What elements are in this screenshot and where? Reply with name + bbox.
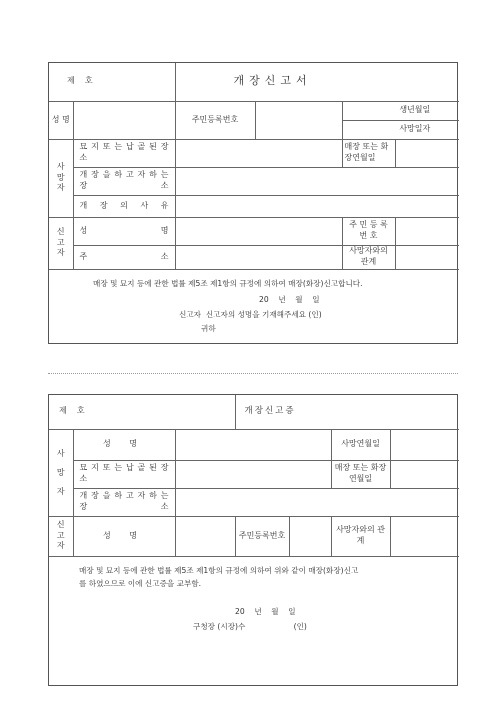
- form1-address-field[interactable]: [175, 245, 342, 269]
- form1-number-cell: [49, 63, 175, 101]
- form1-death-date-label: 사망일자: [342, 120, 459, 139]
- form1-grave-place-field[interactable]: [175, 139, 342, 167]
- form1-rrn-label: 주민등록번호: [175, 101, 255, 139]
- form2-number-cell: [49, 395, 235, 429]
- form2-burial-date-field[interactable]: [390, 460, 459, 488]
- form2-reporter-name-label: 성 명: [73, 516, 175, 556]
- form2-relation-label: 사망자와의 관계: [331, 516, 390, 556]
- form1-reporter-name-label: 성 명: [73, 217, 175, 245]
- form2-burial-date-label: 매장 또는 화장연월일: [331, 460, 390, 488]
- form1-grave-place-label: 묘 지 또 는 납 골 된 장 소: [73, 139, 175, 167]
- form2-name-field[interactable]: [175, 429, 331, 460]
- cut-line-divider: [48, 373, 458, 374]
- reburial-certificate-form: [48, 394, 458, 686]
- form2-reporter-name-field[interactable]: [175, 516, 235, 556]
- form1-reason-label: 개 장 의 사 유: [73, 195, 175, 217]
- form2-rrn-field[interactable]: [289, 516, 331, 556]
- form2-title-cell: [235, 395, 459, 429]
- form1-name-field[interactable]: [73, 101, 175, 139]
- form1-statement: 매장 및 묘지 등에 관한 법률 제5조 제1항의 규정에 의하여 매장(화장)신고합니다.: [93, 278, 363, 288]
- form2-relation-field[interactable]: [390, 516, 459, 556]
- form1-reporter-label: 신고자: [49, 217, 73, 269]
- form1-sign-line: 신고자 신고자의 성명을 기재해주세요 (인): [179, 310, 322, 319]
- reburial-report-form: [48, 62, 458, 344]
- form2-rrn-label: 주민등록번호: [235, 516, 289, 556]
- form1-reburial-place-field[interactable]: [175, 167, 459, 195]
- form1-reporter-rrn-label: 주 민 등 록 번 호: [342, 217, 395, 245]
- form1-name-label: 성 명: [49, 101, 73, 139]
- form1-reburial-place-label: 개 장 을 하 고 자 하 는 장 소: [73, 167, 175, 195]
- form2-reporter-label: 신고자: [49, 516, 73, 556]
- form1-reporter-name-field[interactable]: [175, 217, 342, 245]
- form2-reburial-place-field[interactable]: [175, 488, 459, 516]
- form2-statement-line-1: 매장 및 묘지 등에 관한 법률 제5조 제1항의 규정에 의하여 위와 같이 매장(화장)신고: [79, 565, 359, 575]
- form1-address-label: 주 소: [73, 245, 175, 269]
- form1-deceased-label: 사망자: [49, 139, 73, 217]
- form2-statement-area: [49, 556, 459, 633]
- form2-grave-place-field[interactable]: [175, 460, 331, 488]
- form1-burial-date-label: 매장 또는 화장연월일: [342, 139, 395, 167]
- form1-number-label: 제 호: [67, 76, 93, 86]
- form1-title: 개장신고서: [233, 74, 312, 88]
- form2-death-date-field[interactable]: [390, 429, 459, 460]
- form1-statement-area: [49, 269, 459, 335]
- form2-grave-place-label: 묘 지 또 는 납 골 된 장 소: [73, 460, 175, 488]
- form2-statement-line-2: 를 하였으므로 이에 신고증을 교부함.: [79, 578, 202, 588]
- form1-date-line: 20 년 월 일: [259, 294, 320, 304]
- form2-date-line: 20 년 월 일: [235, 607, 296, 616]
- form2-reburial-place-label: 개 장 을 하 고 자 하 는 장 소: [73, 488, 175, 516]
- form1-relation-field[interactable]: [395, 245, 459, 269]
- form2-death-date-label: 사망연월일: [331, 429, 390, 460]
- form2-issuer-line: 구청장 (시장)수 (인): [193, 622, 307, 632]
- form1-relation-label: 사망자와의 관계: [342, 245, 395, 269]
- form2-name-label: 성 명: [73, 429, 175, 460]
- form1-rrn-field[interactable]: [255, 101, 342, 139]
- form1-reporter-rrn-field[interactable]: [395, 217, 459, 245]
- form2-deceased-label: 사망자: [49, 429, 73, 516]
- form1-title-cell: [175, 63, 459, 101]
- form1-reason-field[interactable]: [175, 195, 459, 217]
- form1-addressee: 귀하: [201, 324, 216, 334]
- form2-title: 개장신고증: [244, 406, 296, 417]
- form1-birth-label: 생년월일: [342, 101, 459, 120]
- form2-number-label: 제 호: [59, 406, 85, 416]
- form1-burial-date-field[interactable]: [395, 139, 459, 167]
